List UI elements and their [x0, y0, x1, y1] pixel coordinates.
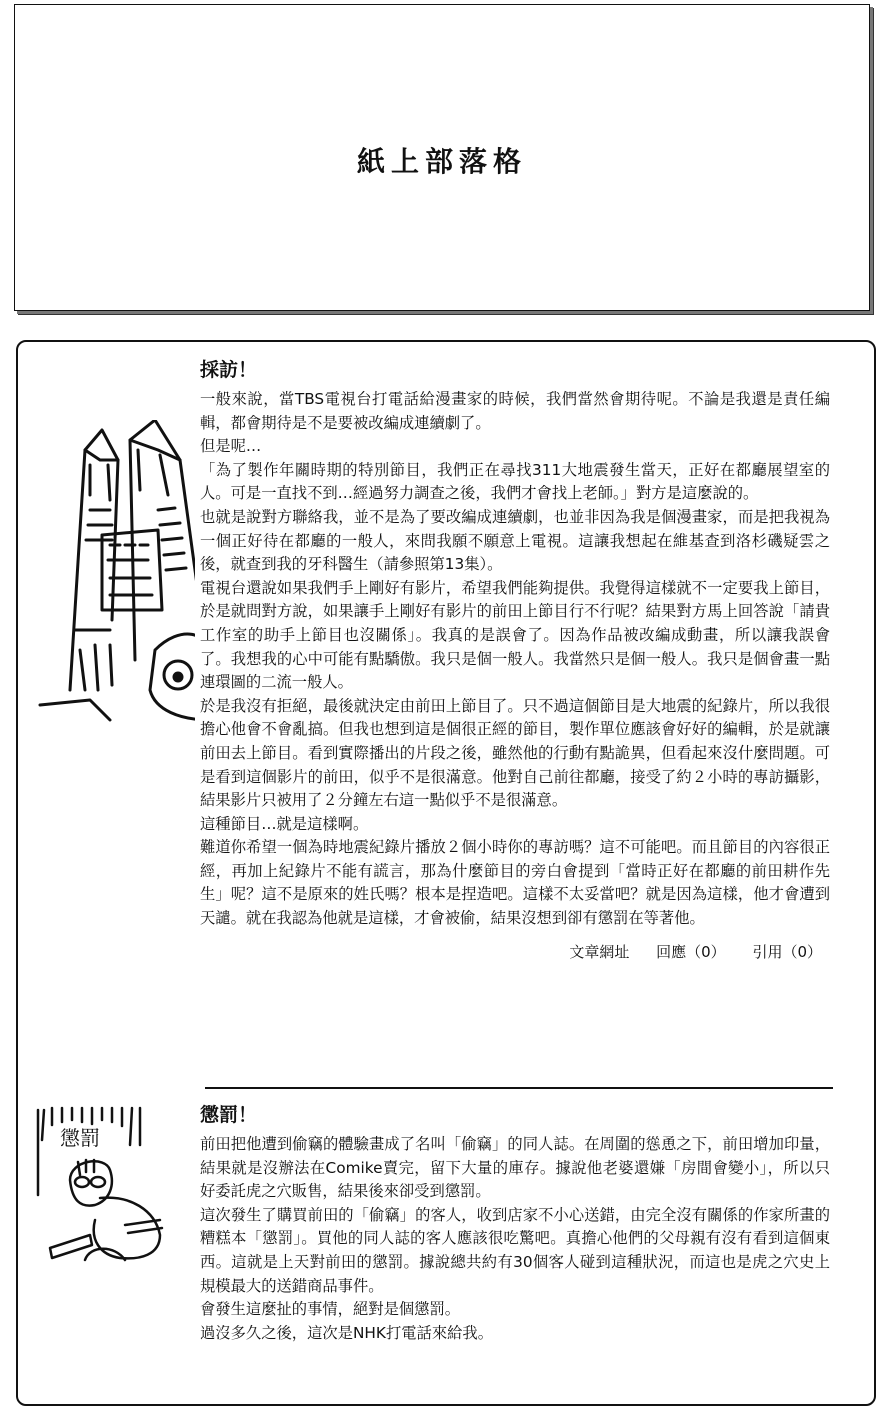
page-title: 紙上部落格 — [356, 145, 527, 178]
post-paragraph: 過沒多久之後，這次是NHK打電話來給我。 — [200, 1323, 494, 1342]
post-footer — [200, 941, 830, 962]
post-paragraph: 這次發生了購買前田的「偷竊」的客人，收到店家不小心送錯，由完全沒有關係的作家所畫的糟糕本「懲罰」。買他的同人誌的客人應該很吃驚吧。真擔心他們的父母親有沒有看到這個東西。這就是上天對前田的懲罰。據說總共約有30個客人碰到這種狀況，而這也是虎之穴史上規模最大的送錯商品事件。 — [200, 1205, 830, 1295]
post-title: 懲罰！ — [200, 1104, 258, 1126]
post-divider — [205, 1087, 833, 1089]
permalink-link[interactable]: 文章網址 — [569, 942, 630, 961]
blog-post-interview — [200, 355, 830, 962]
trackbacks-link[interactable]: 引用（0） — [752, 942, 822, 961]
post-paragraph: 也就是說對方聯絡我，並不是為了要改編成連續劇，也並非因為我是個漫畫家，而是把我視為一個正好待在都廳的一般人，來問我願不願意上電視。這讓我想起在維基查到洛杉磯疑雲之後，就查到我的牙科醫生（請參照第13集）。 — [200, 507, 830, 574]
header-banner — [14, 4, 870, 311]
post-paragraph: 前田把他遭到偷竊的體驗畫成了名叫「偷竊」的同人誌。在周圍的慫恿之下，前田增加印量，結果就是沒辦法在Comike賣完，留下大量的庫存。據說他老婆還嫌「房間會變小」，所以只好委託虎之穴販售，結果後來卻受到懲罰。 — [200, 1135, 830, 1201]
blog-post-punishment — [200, 1100, 830, 1345]
post-paragraph: 會發生這麼扯的事情，絕對是個懲罰。 — [200, 1300, 461, 1319]
post-paragraph: 電視台還說如果我們手上剛好有影片，希望我們能夠提供。我覺得這樣就不一定要我上節目，於是就問對方說，如果讓手上剛好有影片的前田上節目行不行呢？結果對方馬上回答說「請貴工作室的助手上節目也沒關係」。我真的是誤會了。因為作品被改編成動畫，所以讓我誤會了。我想我的心中可能有點驕傲。我只是個一般人。我當然只是個一般人。我只是個會畫一點連環圖的二流一般人。 — [200, 578, 830, 692]
post-paragraph: 「為了製作年關時期的特別節目，我們正在尋找311大地震發生當天，正好在都廳展望室的人。可是一直找不到…經過努力調查之後，我們才會找上老師。」對方是這麼說的。 — [200, 460, 830, 503]
post-paragraph: 這種節目…就是這樣啊。 — [200, 814, 369, 833]
punishment-sign-text: 懲罰 — [60, 1126, 100, 1150]
post-paragraph: 一般來說，當TBS電視台打電話給漫畫家的時候，我們當然會期待呢。不論是我還是責任編輯，都會期待是不是要被改編成連續劇了。 — [200, 390, 830, 432]
post-paragraph: 但是呢… — [200, 437, 262, 456]
post-paragraph: 於是我沒有拒絕，最後就決定由前田上節目了。只不過這個節目是大地震的紀錄片，所以我很擔心他會不會亂搞。但我也想到這是個很正經的節目，製作單位應該會好好的編輯，於是就讓前田去上節目。看到實際播出的片段之後，雖然他的行動有點詭異，但看起來沒什麼問題。可是看到這個影片的前田，似乎不是很滿意。他對自己前往都廳，接受了約２小時的專訪攝影，結果影片只被用了２分鐘左右這一點似乎不是很滿意。 — [200, 696, 830, 810]
comments-link[interactable]: 回應（0） — [656, 942, 726, 961]
post-paragraph: 難道你希望一個為時地震紀錄片播放２個小時你的專訪嗎？這不可能吧。而且節目的內容很正經，再加上紀錄片不能有謊言，那為什麼節目的旁白會提到「當時正好在都廳的前田耕作先生」呢？這不是原來的姓氏嗎？根本是捏造吧。這樣不太妥當吧？就是因為這樣，他才會遭到天譴。就在我認為他就是這樣，才會被偷，結果沒想到卻有懲罰在等著他。 — [200, 838, 830, 928]
post-title: 採訪！ — [200, 359, 258, 381]
punishment-illustration-icon — [30, 1100, 190, 1270]
building-illustration-icon — [30, 420, 195, 730]
